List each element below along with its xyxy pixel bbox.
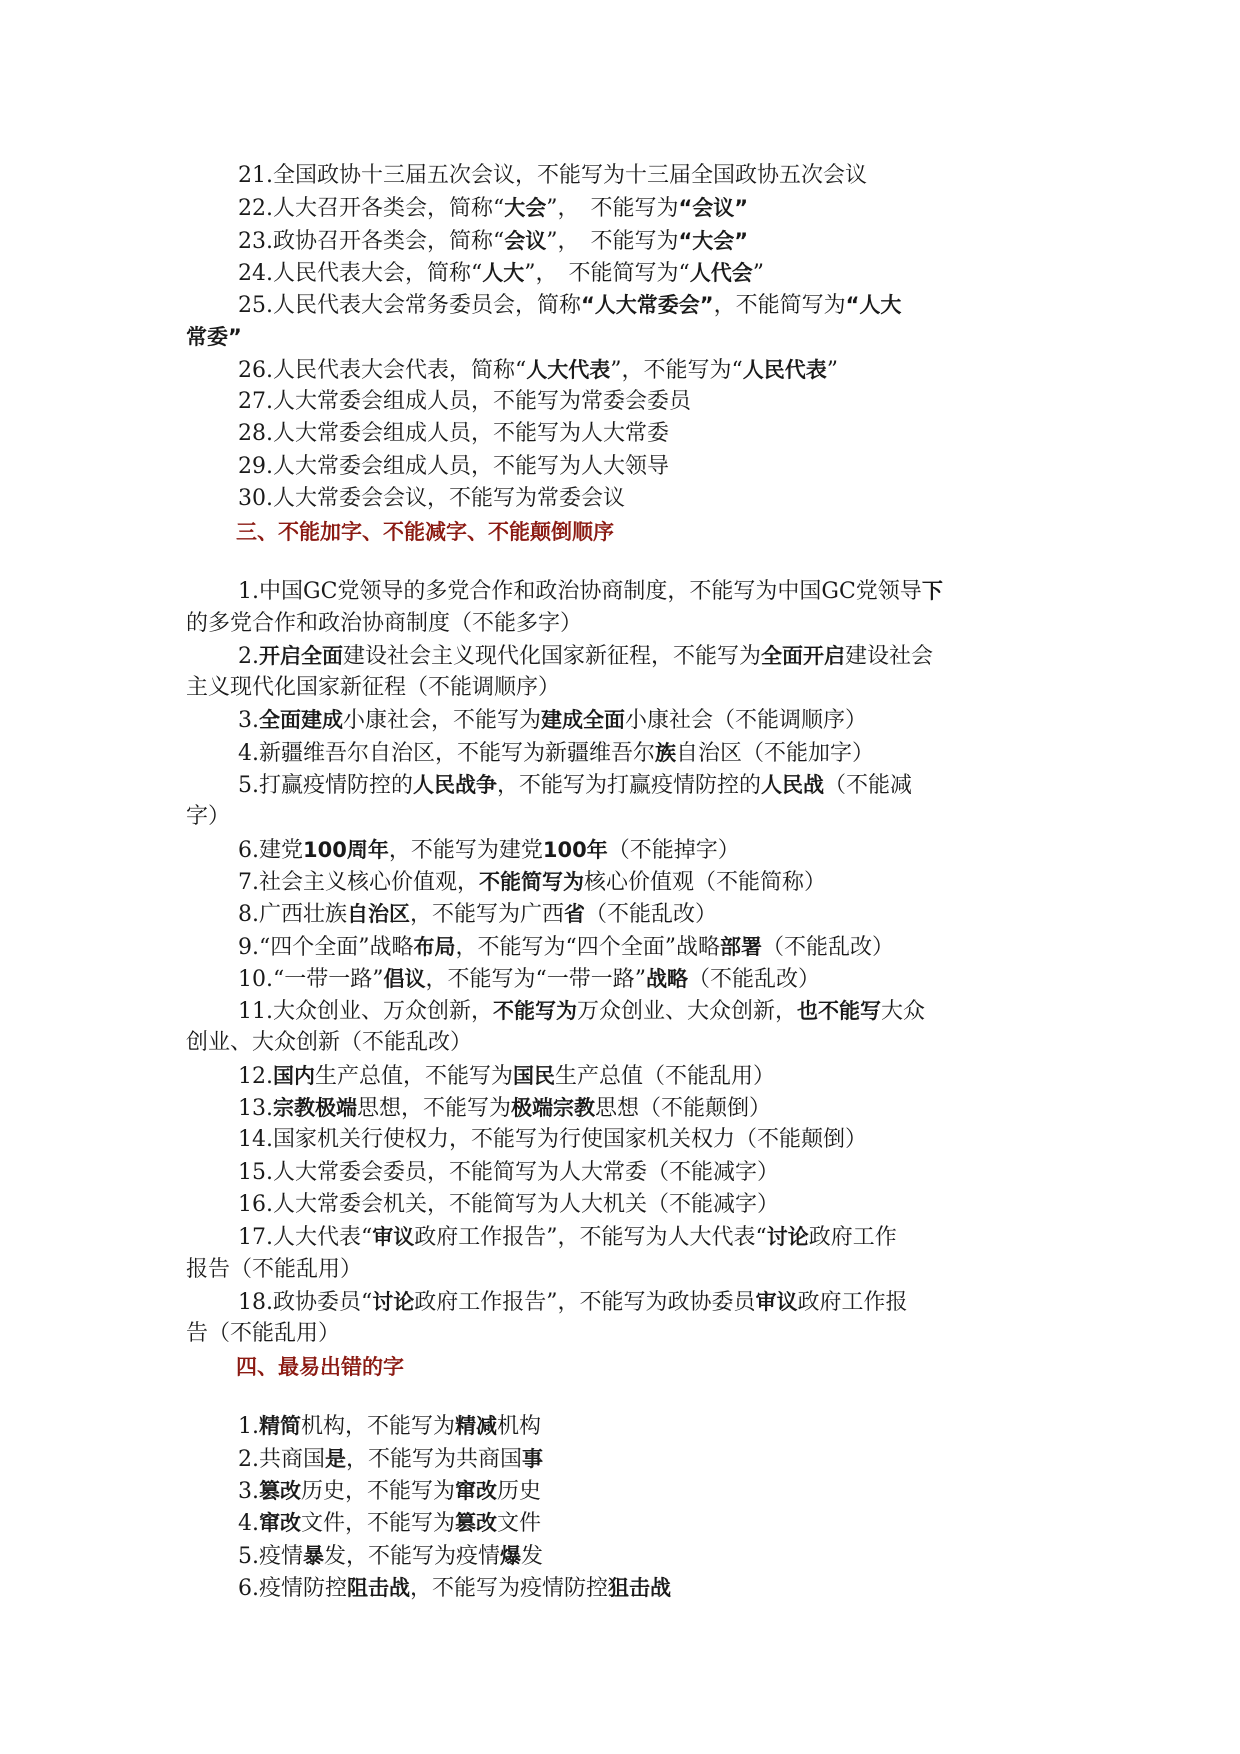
text: 小康社会，不能写为 [343, 708, 542, 734]
bold-text: 倡议 [383, 966, 426, 991]
list-item [186, 1572, 1068, 1604]
text: 2. [238, 643, 259, 669]
text: 12. [238, 1063, 273, 1089]
bold-text: 人民战争 [413, 773, 497, 798]
bold-text: 开启全面 [259, 643, 343, 668]
bold-text: 人大代表 [526, 357, 611, 382]
bold-text: 极端宗教 [511, 1096, 596, 1121]
text: 自治区（不能加字） [676, 740, 875, 766]
bold-text: 窜改 [259, 1511, 301, 1536]
list-item [186, 354, 1068, 386]
text: 政府工作 [808, 1225, 897, 1251]
list-item [186, 192, 1068, 224]
bold-text: 不能简写为 [479, 869, 584, 894]
text: 机构 [497, 1414, 542, 1440]
text: 生产总值，不能写为 [315, 1063, 514, 1089]
list-item-continuation [186, 1027, 1068, 1059]
text: 17.人大代表“ [238, 1225, 373, 1251]
text: 5.打赢疫情防控的 [238, 773, 413, 799]
list-item [186, 1443, 1068, 1475]
section-3-heading: 三、不能加字、不能减字、不能颠倒顺序 [236, 520, 614, 545]
text: 文件 [497, 1511, 542, 1537]
text: 创业、大众创新（不能乱改） [186, 1030, 473, 1056]
text: ” [826, 357, 838, 383]
list-item-continuation [186, 801, 1068, 833]
list-item [186, 1157, 1068, 1189]
text: 13. [238, 1096, 273, 1122]
text: 11.大众创业、万众创新， [238, 999, 493, 1025]
text: （不能乱改） [762, 934, 895, 960]
text: 4. [238, 1511, 259, 1537]
text: ，不能写为建党 [388, 837, 543, 863]
list-item [186, 289, 1068, 321]
text: ，不能写为广西 [410, 902, 565, 928]
text: 1. [238, 1414, 259, 1440]
text: 政府工作报告”，不能写为政协委员 [414, 1289, 756, 1315]
text: ” [752, 260, 764, 286]
list-item [186, 418, 1068, 450]
bold-text: 篡改 [455, 1511, 498, 1536]
text: 18.政协委员“ [238, 1289, 373, 1315]
list-item [186, 898, 1068, 930]
bold-text: 下 [921, 579, 943, 604]
text: 4.新疆维吾尔自治区，不能写为新疆维吾尔 [238, 740, 655, 766]
text: 主义现代化国家新征程（不能调顺序） [186, 675, 561, 701]
text: 6.建党 [238, 837, 303, 863]
text: 发，不能写为疫情 [324, 1543, 501, 1569]
bold-text: 宗教极端 [273, 1096, 357, 1121]
bold-text: 阻击战 [347, 1575, 410, 1600]
bold-text: 人大 [482, 260, 525, 285]
text: ”， 不能写为 [546, 196, 679, 222]
text: 万众创业、大众创新， [577, 999, 798, 1025]
list-item [186, 931, 1068, 963]
section-4-heading: 四、最易出错的字 [236, 1355, 404, 1380]
bold-text: 是 [325, 1446, 346, 1471]
text: 3. [238, 1478, 259, 1504]
bold-text: 不能写为 [493, 999, 577, 1024]
list-item [186, 1092, 1068, 1124]
text: 建设社会 [845, 643, 934, 669]
text: 报告（不能乱用） [186, 1256, 363, 1282]
bold-text: 国内 [273, 1063, 315, 1088]
text: 历史 [497, 1478, 542, 1504]
list-item [186, 866, 1068, 898]
text: 7.社会主义核心价值观， [238, 869, 479, 895]
text: ”， 不能简写为“ [524, 260, 690, 286]
text: 23.政协召开各类会，简称“ [238, 228, 505, 254]
text: 9.“四个全面”战略 [238, 934, 414, 960]
bold-text: 100年 [542, 837, 608, 862]
bold-text: 常委” [186, 325, 242, 350]
spacer [186, 549, 1068, 575]
text: 字） [186, 804, 231, 830]
list-item [186, 963, 1068, 995]
bold-text: 自治区 [347, 902, 410, 927]
bold-text: 人代会 [689, 260, 753, 285]
bold-text: 会议 [504, 228, 547, 253]
list-item [186, 1540, 1068, 1572]
bold-text: 省 [564, 902, 586, 927]
bold-text: 暴 [303, 1543, 324, 1568]
text: 核心价值观（不能简称） [584, 869, 827, 895]
bold-text: 精减 [455, 1414, 498, 1439]
bold-text: 爆 [500, 1543, 522, 1568]
text: 25.人民代表大会常务委员会，简称 [238, 293, 581, 319]
bold-text: “人大常委会” [581, 293, 714, 318]
text: ，不能写为“一带一路” [425, 966, 646, 992]
text: 16.人大常委会机关，不能简写为人大机关（不能减字） [238, 1191, 779, 1217]
bold-text: 审议 [755, 1289, 798, 1314]
text: （不能减 [824, 773, 913, 799]
text: ，不能写为共商国 [346, 1446, 523, 1472]
section-4-list [186, 1410, 1068, 1604]
text: 思想（不能颠倒） [595, 1096, 772, 1122]
text: （不能乱改） [585, 902, 718, 928]
bold-text: 国民 [513, 1063, 556, 1088]
text: 6.疫情防控 [238, 1575, 347, 1601]
list-item [186, 575, 1068, 607]
bold-text: 战略 [645, 966, 688, 991]
list-item-continuation [186, 1318, 1068, 1350]
list-item [186, 1410, 1068, 1442]
list-item [186, 1124, 1068, 1156]
text: 3. [238, 708, 259, 734]
text: ，不能简写为 [713, 293, 846, 319]
bold-text: “会议” [678, 196, 749, 221]
list-item [186, 483, 1068, 515]
bold-text: 部署 [720, 934, 762, 959]
text: 历史，不能写为 [301, 1478, 456, 1504]
bold-text: 也不能写 [797, 999, 882, 1024]
text: 14.国家机关行使权力，不能写为行使国家机关权力（不能颠倒） [238, 1127, 867, 1153]
list-item [186, 1507, 1068, 1539]
text: ，不能写为“四个全面”战略 [455, 934, 720, 960]
bold-text: 大会 [504, 196, 547, 221]
list-item [186, 451, 1068, 483]
list-item [186, 704, 1068, 736]
list-item [186, 1189, 1068, 1221]
list-item [186, 1475, 1068, 1507]
list-item [186, 160, 1068, 192]
text: ”， 不能写为 [546, 228, 679, 254]
text: （不能掉字） [607, 837, 740, 863]
text: 发 [521, 1543, 544, 1569]
text: 30.人大常委会会议，不能写为常委会议 [238, 485, 625, 511]
text: 28.人大常委会组成人员，不能写为人大常委 [238, 421, 669, 447]
spacer [186, 1384, 1068, 1410]
bold-text: 窜改 [455, 1478, 498, 1503]
list-item [186, 257, 1068, 289]
text: 政府工作报 [797, 1289, 908, 1315]
bold-text: 布局 [413, 934, 456, 959]
bold-text: 人民战 [761, 773, 825, 798]
bold-text: 100周年 [303, 837, 389, 862]
list-item-continuation [186, 321, 1068, 353]
text: 文件，不能写为 [301, 1511, 456, 1537]
text: 5.疫情 [238, 1543, 303, 1569]
text: 建设社会主义现代化国家新征程，不能写为 [343, 643, 762, 669]
text: ，不能写为疫情防控 [410, 1575, 609, 1601]
list-item [186, 769, 1068, 801]
text: 21.全国政协十三届五次会议，不能写为十三届全国政协五次会议 [238, 163, 867, 188]
list-item-continuation [186, 1254, 1068, 1286]
bold-text: 审议 [372, 1225, 415, 1250]
bold-text: 全面开启 [761, 643, 846, 668]
section-2-list [186, 160, 1068, 515]
text: 机构，不能写为 [301, 1414, 456, 1440]
bold-text: 讨论 [372, 1289, 415, 1314]
list-item [186, 995, 1068, 1027]
bold-text: 人民代表 [742, 357, 827, 382]
bold-text: 讨论 [766, 1225, 809, 1250]
text: 告（不能乱用） [186, 1321, 341, 1347]
bold-text: 族 [655, 740, 676, 765]
text: 10.“一带一路” [238, 966, 384, 992]
list-item [186, 386, 1068, 418]
list-item [186, 1221, 1068, 1253]
bold-text: 狙击战 [608, 1575, 672, 1600]
text: 生产总值（不能乱用） [555, 1063, 776, 1089]
bold-text: 篡改 [259, 1478, 301, 1503]
text: 22.人大召开各类会，简称“ [238, 196, 505, 222]
bold-text: 事 [522, 1446, 544, 1471]
text: 26.人民代表大会代表，简称“ [238, 357, 527, 383]
text: 2.共商国 [238, 1446, 325, 1472]
text: 15.人大常委会委员，不能简写为人大常委（不能减字） [238, 1159, 779, 1185]
list-item [186, 1060, 1068, 1092]
text: ，不能写为打赢疫情防控的 [497, 773, 762, 799]
text: 24.人民代表大会，简称“ [238, 260, 483, 286]
text: 的多党合作和政治协商制度（不能多字） [186, 610, 583, 636]
list-item [186, 225, 1068, 257]
text: ”，不能写为“ [610, 357, 743, 383]
text: 大众 [881, 999, 926, 1025]
text: （不能乱改） [687, 966, 820, 992]
bold-text: 精简 [259, 1414, 301, 1439]
list-item [186, 640, 1068, 672]
text: 29.人大常委会组成人员，不能写为人大领导 [238, 453, 669, 479]
bold-text: 全面建成 [259, 708, 343, 733]
list-item [186, 834, 1068, 866]
text: 政府工作报告”，不能写为人大代表“ [414, 1225, 767, 1251]
text: 1.中国GC党领导的多党合作和政治协商制度，不能写为中国GC党领导 [238, 579, 922, 605]
text: 小康社会（不能调顺序） [625, 708, 868, 734]
list-item [186, 1286, 1068, 1318]
text: 思想，不能写为 [357, 1096, 512, 1122]
bold-text: “人大 [845, 293, 902, 318]
list-item [186, 737, 1068, 769]
text: 27.人大常委会组成人员，不能写为常委会委员 [238, 389, 691, 415]
list-item-continuation [186, 608, 1068, 640]
section-3-list [186, 575, 1068, 1350]
document-page [186, 160, 1068, 1604]
text: 8.广西壮族 [238, 902, 347, 928]
bold-text: “大会” [678, 228, 749, 253]
bold-text: 建成全面 [541, 708, 626, 733]
list-item-continuation [186, 672, 1068, 704]
